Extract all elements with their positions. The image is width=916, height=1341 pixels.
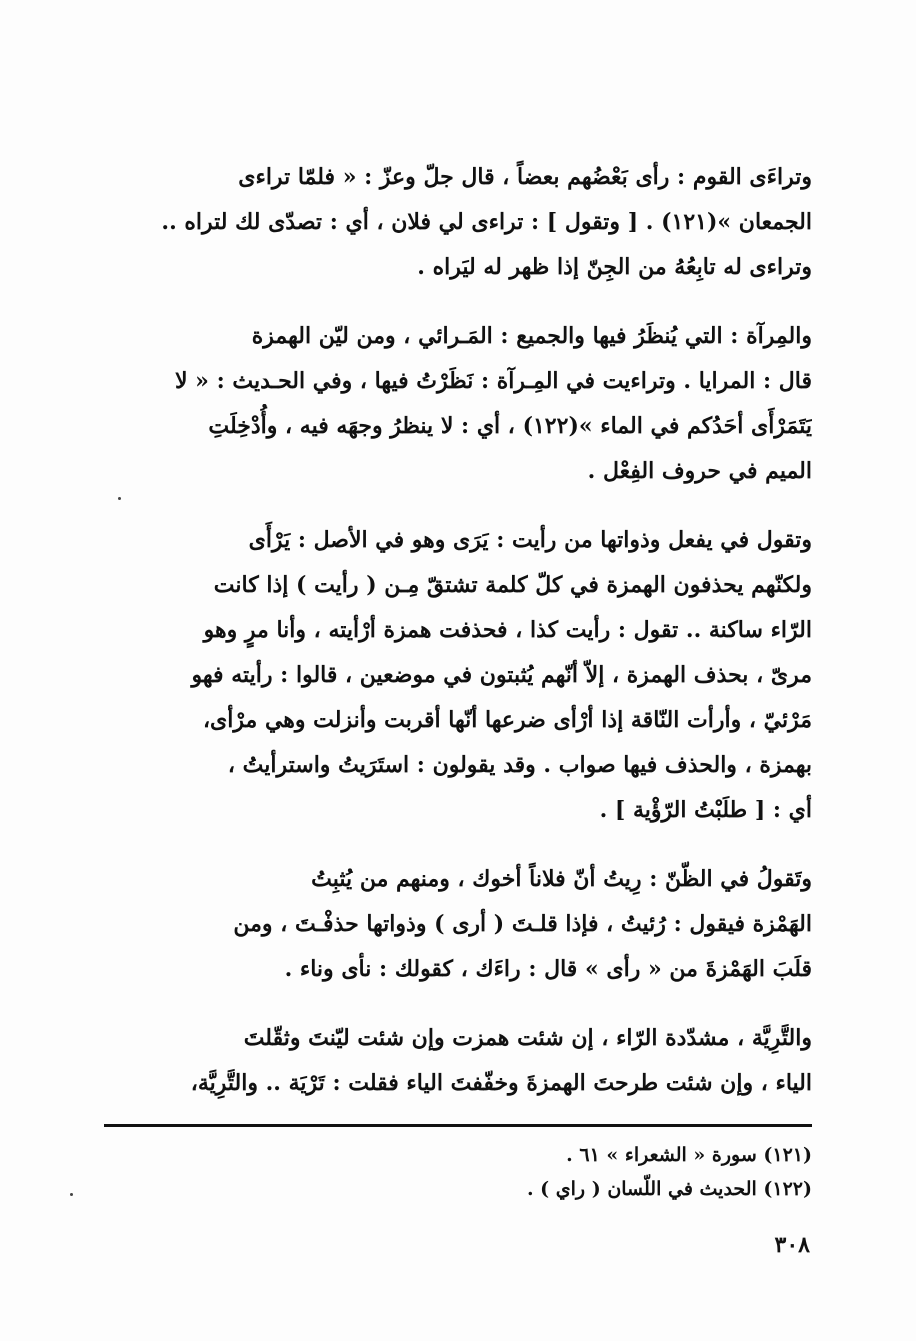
text-line: أي : [ طلَبْتُ الرّؤْية ] . (599, 797, 812, 823)
scan-speck (118, 497, 121, 500)
footnote-121: (١٢١) سورة « الشعراء » ٦١ . (566, 1144, 812, 1166)
text-line: قال : المرايا . وتراءيت في المِـرآة : نَظَرْتُ فيها ، وفي الحـديث : « لا (174, 368, 812, 394)
scan-speck (70, 1193, 73, 1196)
text-line: الميم في حروف الفِعْل . (587, 458, 812, 484)
paragraph (100, 1016, 812, 1106)
text-line: مَرْئيّ ، وأرأت النّاقة إذا أرْأى ضرعها أنّها أقربت وأنزلت وهي مرْأى، (202, 707, 812, 733)
text-line: بهمزة ، والحذف فيها صواب . وقد يقولون : استَرَيتُ واسترأيتُ ، (227, 752, 812, 778)
footnotes (104, 1138, 812, 1206)
text-line: الهَمْزة فيقول : رُئيتُ ، فإذا قلـتَ ( أرى ) وذواتها حذفْـتَ ، ومن (233, 911, 812, 937)
text-line: وتَقولُ في الظّنّ : رِيتُ أنّ فلاناً أخوك ، ومنهم من يُثبِتُ (311, 866, 812, 892)
paragraph (100, 518, 812, 833)
paragraph-gap (100, 494, 812, 518)
paragraph-gap (100, 833, 812, 857)
text-line: مرىّ ، بحذف الهمزة ، إلاّ أنّهم يُثبتون في موضعين ، قالوا : رأيته فهو (191, 662, 812, 688)
text-line: قلَبَ الهَمْزةَ من « رأى » قال : راءَك ، كقولك : نأى وناء . (284, 956, 812, 982)
footnote-122: (١٢٢) الحديث في اللّسان ( راي ) . (526, 1178, 812, 1200)
paragraph-gap (100, 992, 812, 1016)
text-line: وتراءَى القوم : رأى بَعْضُهم بعضاً ، قال جلّ وعزّ : « فلمّا تراءى (238, 164, 812, 190)
text-line: والتَّرِيَّة ، مشدّدة الرّاء ، إن شئت همزت وإن شئت ليّنتَ وثقّلتَ (243, 1025, 812, 1051)
text-line: والمِرآة : التي يُنظَرُ فيها والجميع : المَـرائي ، ومن ليّن الهمزة (251, 323, 812, 349)
text-line: يَتَمَرْأَى أحَدُكم في الماء »(١٢٢) ، أي : لا ينظرُ وجهَه فيه ، وأُدْخِلَتِ (208, 413, 812, 439)
text-line: الجمعان »(١٢١) . [ وتقول ] : تراءى لي فلان ، أي : تصدّى لك لتراه .. (161, 209, 812, 235)
paragraph-gap (100, 290, 812, 314)
paragraph (100, 314, 812, 494)
text-line: ولكنّهم يحذفون الهمزة في كلّ كلمة تشتقّ مِـن ( رأيت ) إذا كانت (213, 572, 812, 598)
text-line: وتقول في يفعل وذواتها من رأيت : يَرَى وهو في الأصل : يَرْأَى (248, 527, 812, 553)
page-number: ٣٠٨ (774, 1232, 810, 1258)
footnote-rule (104, 1124, 812, 1127)
paragraph (100, 857, 812, 992)
paragraph (100, 155, 812, 290)
text-line: وتراءى له تابِعُهُ من الجِنّ إذا ظهر له ليَراه . (417, 254, 812, 280)
text-line: الياء ، وإن شئت طرحتَ الهمزةَ وخفّفتَ الياء فقلت : تَرْيَة .. والتَّرِيَّة، (190, 1070, 812, 1096)
body-text (100, 155, 812, 1106)
text-line: الرّاء ساكنة .. تقول : رأيت كذا ، فحذفت همزة أرْأيته ، وأنا مرٍ وهو (203, 617, 812, 643)
